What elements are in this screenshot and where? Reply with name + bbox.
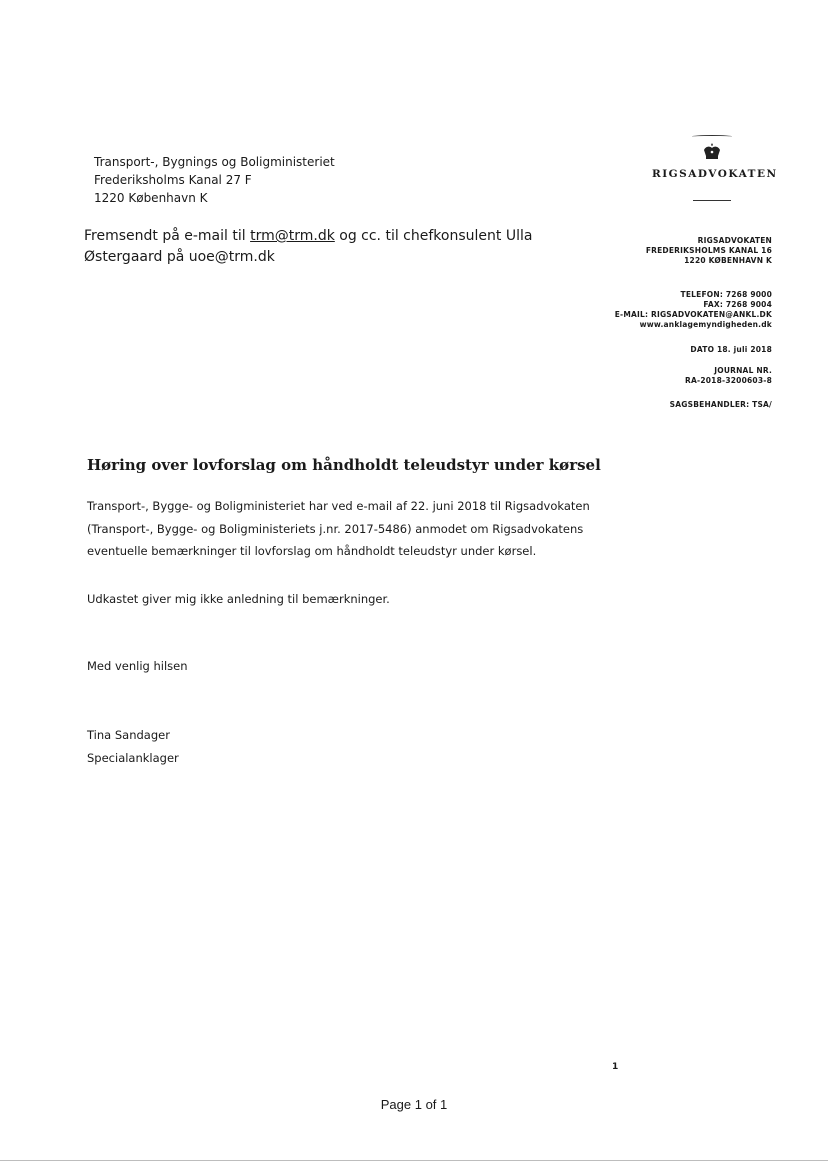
sender-street: FREDERIKSHOLMS KANAL 16 — [645, 246, 772, 255]
sender-phone: TELEFON: 7268 9000 — [680, 290, 772, 299]
page-number: 1 — [612, 1062, 619, 1072]
forward-note — [84, 226, 532, 268]
rigsadvokaten-logo — [652, 135, 778, 201]
signer-name: Tina Sandager — [87, 728, 170, 742]
bottom-divider — [0, 1160, 828, 1161]
letter-title: Høring over lovforslag om håndholdt teleudstyr under kørsel — [87, 456, 601, 474]
sender-address — [646, 236, 772, 266]
logo-bottom-rule — [693, 200, 731, 201]
signer-title: Specialanklager — [87, 750, 179, 765]
sender-contact — [615, 290, 772, 330]
journal-number — [685, 366, 772, 386]
sender-fax: FAX: 7268 9004 — [703, 300, 772, 309]
forward-line2: Østergaard på uoe@trm.dk — [84, 249, 275, 265]
sender-name: RIGSADVOKATEN — [697, 236, 772, 245]
case-handler: SAGSBEHANDLER: TSA/ — [669, 400, 772, 409]
recipient-ministry: Transport-, Bygnings og Boligministeriet — [94, 155, 335, 169]
sender-email[interactable]: E-MAIL: RIGSADVOKATEN@ANKL.DK — [614, 310, 772, 319]
forward-prefix: Fremsendt på e-mail til — [84, 228, 251, 244]
forward-suffix: og cc. til chefkonsulent Ulla — [334, 228, 533, 244]
recipient-city: 1220 København K — [94, 191, 208, 205]
journal-value: RA-2018-3200603-8 — [685, 376, 772, 385]
sender-web[interactable]: www.anklagemyndigheden.dk — [639, 320, 772, 329]
paragraph-1 — [87, 495, 590, 563]
page-footer: Page 1 of 1 — [380, 1097, 448, 1112]
recipient-street: Frederiksholms Kanal 27 F — [94, 173, 252, 187]
recipient-address — [94, 153, 335, 207]
paragraph-1-line-3: eventuelle bemærkninger til lovforslag om håndholdt teleudstyr under kørsel. — [87, 544, 537, 558]
letter-date: DATO 18. juli 2018 — [690, 345, 772, 354]
paragraph-1-line-2: (Transport-, Bygge- og Boligministeriets j.nr. 2017-5486) anmodet om Rigsadvokatens — [87, 521, 584, 536]
journal-label: JOURNAL NR. — [714, 366, 772, 375]
paragraph-2: Udkastet giver mig ikke anledning til bemærkninger. — [87, 592, 390, 606]
closing-greeting: Med venlig hilsen — [87, 659, 188, 673]
paragraph-1-line-1: Transport-, Bygge- og Boligministeriet har ved e-mail af 22. juni 2018 til Rigsadvokaten — [87, 499, 590, 513]
logo-name: RIGSADVOKATEN — [652, 168, 778, 180]
sender-city: 1220 KØBENHAVN K — [684, 256, 772, 265]
crown-icon — [701, 142, 723, 162]
logo-top-rule — [692, 135, 732, 138]
signature-block — [87, 724, 179, 769]
email-link[interactable]: trm@trm.dk — [250, 228, 335, 244]
